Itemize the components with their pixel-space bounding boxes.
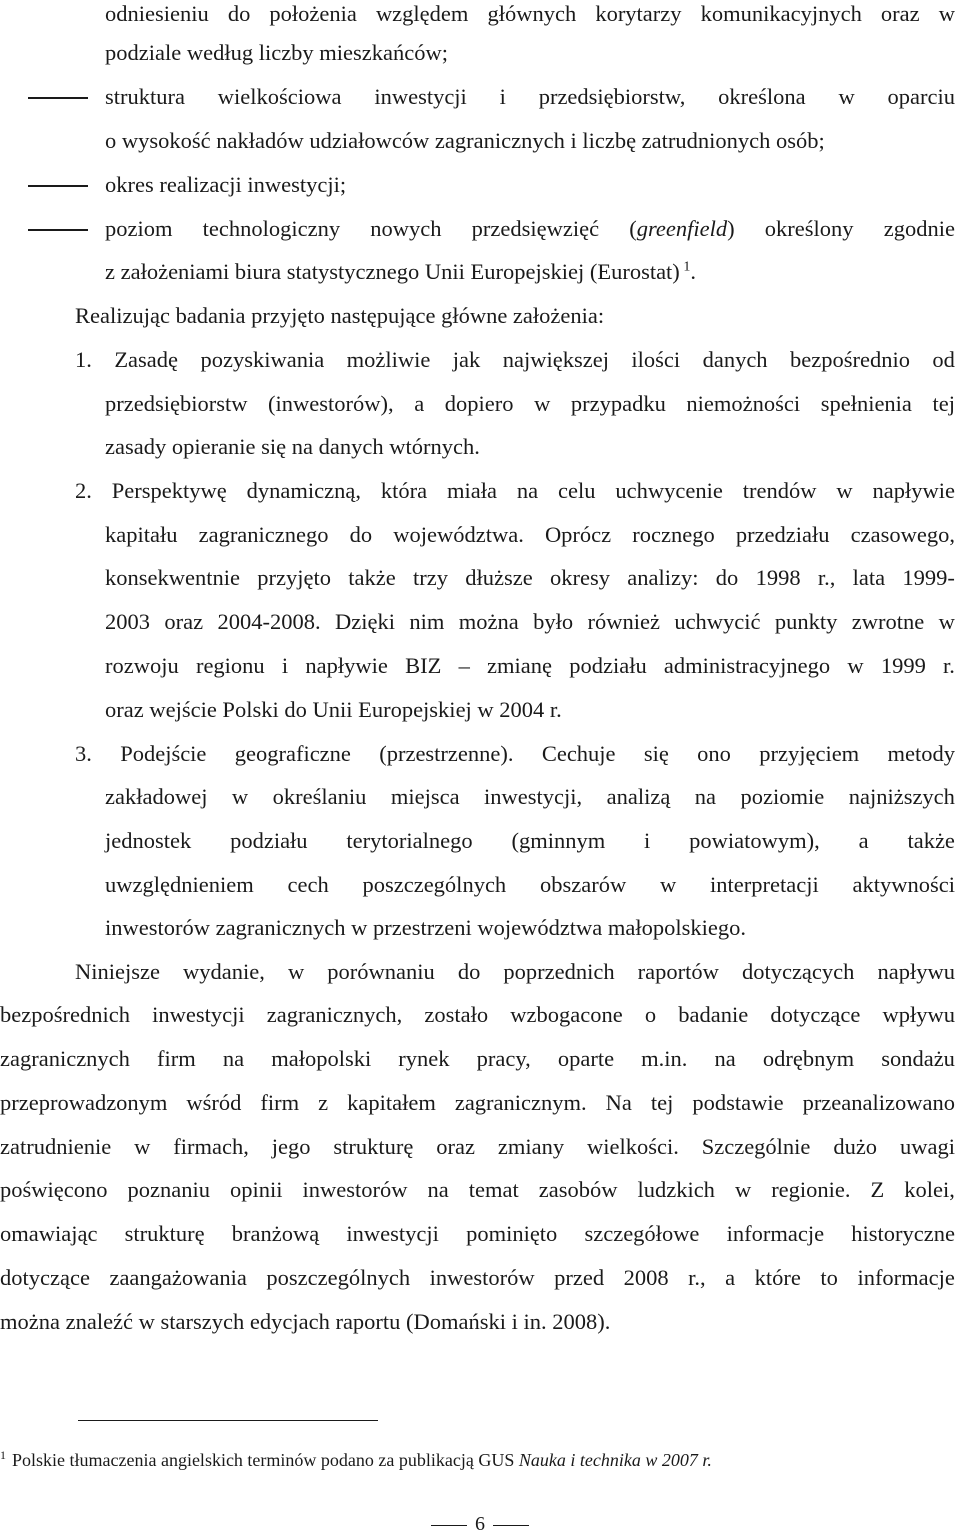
word: obszarów — [539, 872, 627, 897]
word: firm — [157, 1046, 196, 1071]
word: r., — [688, 1265, 706, 1290]
word: okresy — [550, 565, 611, 590]
word: w — [231, 784, 249, 809]
word: przedsiębiorstw, — [538, 84, 686, 109]
word: regionu — [195, 653, 265, 678]
word: wzbogacone — [510, 1002, 623, 1027]
word: i — [281, 653, 289, 678]
footnote-number: 1 — [0, 1448, 6, 1462]
word: firm — [260, 1090, 300, 1115]
word: tej — [932, 391, 955, 416]
word: poziom — [105, 216, 173, 241]
word: na — [694, 784, 717, 809]
word: geograficzne — [234, 741, 351, 766]
word: wielkości. — [586, 1134, 679, 1159]
word: inwestorów — [429, 1265, 535, 1290]
word: oparte — [557, 1046, 615, 1071]
word: pracy, — [476, 1046, 531, 1071]
word: w — [836, 478, 853, 503]
word: do — [715, 565, 739, 590]
word: przeanalizowano — [802, 1090, 955, 1115]
word: napływie — [305, 653, 388, 678]
footnote-separator — [78, 1420, 378, 1421]
page-number-rule-left — [431, 1525, 467, 1526]
word: najniższych — [848, 784, 955, 809]
word: Podejście — [120, 741, 207, 766]
word: Cechuje — [541, 741, 616, 766]
word: podstawie — [692, 1090, 784, 1115]
word: rynek — [398, 1046, 450, 1071]
word: zwrotne — [851, 609, 925, 634]
text-line — [105, 390, 955, 418]
text-line — [0, 1176, 955, 1204]
text-line — [0, 1308, 610, 1336]
text-line — [0, 1133, 955, 1161]
word: dużo — [833, 1134, 878, 1159]
word: technologiczny — [202, 216, 341, 241]
word: w — [659, 872, 677, 897]
word: największej — [502, 347, 609, 372]
word: jak — [452, 347, 481, 372]
word: miejsca — [390, 784, 460, 809]
word: zasobów — [538, 1177, 618, 1202]
word: konsekwentnie — [105, 565, 240, 590]
word: wśród — [186, 1090, 242, 1115]
word: 1999 — [880, 653, 926, 678]
word: przedziału — [735, 522, 830, 547]
word: z — [318, 1090, 329, 1115]
word: badanie — [678, 1002, 749, 1027]
word: wpływu — [882, 1002, 955, 1027]
word: regionie. — [771, 1177, 851, 1202]
word: rocznego — [632, 522, 715, 547]
word: 2003 — [105, 609, 150, 634]
word: dłuższe — [465, 565, 533, 590]
word: branżową — [231, 1221, 320, 1246]
word: powiatowym), — [689, 828, 820, 853]
word: bezpośrednich — [0, 1002, 130, 1027]
word: oraz — [436, 1134, 475, 1159]
text-line — [0, 1001, 955, 1029]
word: inwestycji — [346, 1221, 439, 1246]
word: uwzględnieniem — [105, 872, 254, 897]
text-line — [105, 827, 955, 855]
word: Perspektywę — [111, 478, 227, 503]
word: poświęcono — [0, 1177, 108, 1202]
word: przyjęto — [257, 565, 331, 590]
word: uchwycenie — [615, 478, 723, 503]
word: danych — [702, 347, 768, 372]
word: określaniu — [272, 784, 367, 809]
word: szczegółowe — [584, 1221, 700, 1246]
word: rozwoju — [105, 653, 179, 678]
word: 2004-2008. — [217, 609, 321, 634]
word: niemożności — [686, 391, 801, 416]
word: – — [458, 653, 470, 678]
word: analizy: — [627, 565, 699, 590]
word: trendów — [742, 478, 817, 503]
word: głównych — [487, 1, 577, 26]
word: w — [838, 84, 855, 109]
word: na — [427, 1177, 449, 1202]
text-line — [105, 215, 955, 243]
word: ono — [697, 741, 731, 766]
word: m.in. — [641, 1046, 688, 1071]
line-text-end: . — [690, 259, 696, 284]
italic-term: greenfield — [636, 216, 728, 241]
word: omawiając — [0, 1221, 98, 1246]
word: uchwycić — [674, 609, 761, 634]
line-text: oraz wejście Polski do Unii Europejskiej w 2004 r. — [105, 697, 562, 722]
word: a — [725, 1265, 736, 1290]
word: bezpośrednio — [790, 347, 910, 372]
word: BIZ — [405, 653, 442, 678]
word: analizą — [606, 784, 671, 809]
list-dash — [28, 83, 88, 111]
word: w — [938, 1, 955, 26]
word: zaangażowania — [109, 1265, 247, 1290]
word: korytarzy — [595, 1, 682, 26]
word: przypadku — [570, 391, 666, 416]
word: można — [458, 609, 519, 634]
word: również — [587, 609, 660, 634]
text-line — [105, 127, 825, 155]
line-text: inwestorów zagranicznych w przestrzeni województwa małopolskiego. — [105, 915, 747, 940]
word: Dzięki — [334, 609, 395, 634]
word: raportów — [637, 959, 719, 984]
text-line — [105, 914, 746, 942]
word: ilości — [631, 347, 681, 372]
word: oraz — [880, 1, 920, 26]
word: opinii — [229, 1177, 283, 1202]
word: poprzednich — [503, 959, 615, 984]
word: zagranicznego — [198, 522, 329, 547]
text-line — [105, 258, 696, 286]
word: 2008 — [623, 1265, 669, 1290]
word: 1998 — [755, 565, 801, 590]
footnote-end: . — [707, 1450, 712, 1470]
word: oparciu — [887, 84, 955, 109]
word: wielkościowa — [217, 84, 342, 109]
word: sondażu — [881, 1046, 955, 1071]
word: zagranicznych — [0, 1046, 130, 1071]
line-text: okres realizacji inwestycji; — [105, 172, 347, 197]
word: do — [227, 1, 251, 26]
line-text: z założeniami biura statystycznego Unii Europejskiej (Eurostat) — [105, 259, 680, 284]
word: napływie — [872, 478, 955, 503]
text-line — [105, 564, 955, 592]
word: i — [644, 828, 651, 853]
word: zgodnie — [883, 216, 955, 241]
word: trzy — [413, 565, 448, 590]
word: w — [287, 959, 305, 984]
line-text: podziale według liczby mieszkańców; — [105, 40, 449, 65]
word: informacje — [726, 1221, 825, 1246]
word: możliwie — [346, 347, 431, 372]
word: i — [499, 84, 506, 109]
word: punkty — [774, 609, 838, 634]
word: się — [643, 741, 669, 766]
word: przed — [554, 1265, 605, 1290]
text-line — [105, 652, 955, 680]
line-text: zasady opieranie się na danych wtórnych. — [105, 434, 480, 459]
line-text: o wysokość nakładów udziałowców zagranicznych i liczbę zatrudnionych osób; — [105, 128, 825, 153]
word: podziału — [569, 653, 647, 678]
word: także — [907, 828, 955, 853]
word: pozyskiwania — [200, 347, 325, 372]
word: (greenfield) — [629, 216, 735, 241]
word: inwestorów — [302, 1177, 408, 1202]
word: inwestycji — [152, 1002, 245, 1027]
word: (przestrzenne). — [379, 741, 514, 766]
text-line — [0, 1264, 955, 1292]
text-line — [105, 871, 955, 899]
word: która — [380, 478, 428, 503]
word: odrębnym — [762, 1046, 855, 1071]
line-text: Realizując badania przyjęto następujące główne założenia: — [75, 303, 605, 328]
word: celu — [558, 478, 596, 503]
word: małopolski — [271, 1046, 372, 1071]
word: województwa. — [393, 522, 524, 547]
list-dash — [28, 215, 88, 243]
word: aktywności — [852, 872, 955, 897]
word: przedsięwzięć — [471, 216, 600, 241]
word: zmianę — [487, 653, 552, 678]
word: na — [222, 1046, 245, 1071]
word: zagranicznych, — [266, 1002, 403, 1027]
word: poszczególnych — [362, 872, 507, 897]
word: zagranicznym. — [454, 1090, 587, 1115]
word: przedsiębiorstw — [105, 391, 248, 416]
list-dash — [28, 171, 88, 199]
text-line — [105, 83, 955, 111]
word: Szczególnie — [701, 1134, 811, 1159]
word: Oprócz — [544, 522, 612, 547]
word: inwestycji — [374, 84, 467, 109]
word: w — [134, 1134, 151, 1159]
word: a — [414, 391, 425, 416]
word: 3. — [75, 741, 92, 766]
word: miała — [446, 478, 497, 503]
word: do — [457, 959, 481, 984]
footnote-ref: 1 — [679, 259, 691, 275]
word: strukturę — [333, 1134, 414, 1159]
text-line — [105, 608, 955, 636]
page-number-block — [0, 1512, 960, 1536]
word: porównaniu — [327, 959, 435, 984]
word: do — [349, 522, 373, 547]
word: określona — [718, 84, 806, 109]
word: położenia — [269, 1, 357, 26]
word: Niniejsze — [75, 959, 160, 984]
word: wydanie, — [183, 959, 265, 984]
word: struktura — [105, 84, 185, 109]
word: odniesieniu — [105, 1, 209, 26]
text-line — [105, 696, 562, 724]
word: dotyczące — [770, 1002, 861, 1027]
word: zmiany — [497, 1134, 565, 1159]
word: oraz — [164, 609, 204, 634]
word: nim — [409, 609, 445, 634]
word: pominięto — [466, 1221, 558, 1246]
text-line — [105, 783, 955, 811]
word: poznaniu — [127, 1177, 210, 1202]
word: zakładowej — [105, 784, 208, 809]
text-line — [75, 958, 955, 986]
word: (inwestorów), — [268, 391, 394, 416]
word: było — [533, 609, 574, 634]
footnote — [0, 1448, 712, 1472]
word: w — [938, 609, 955, 634]
word: temat — [468, 1177, 519, 1202]
word: informacje — [857, 1265, 955, 1290]
word: administracyjnego — [663, 653, 831, 678]
word: podziału — [230, 828, 308, 853]
word: inwestycji, — [484, 784, 583, 809]
word: lata — [852, 565, 886, 590]
text-line — [105, 171, 346, 199]
text-line — [75, 302, 604, 330]
word: kolei, — [904, 1177, 955, 1202]
word: to — [820, 1265, 838, 1290]
line-text: można znaleźć w starszych edycjach raportu (Domański i in. 2008). — [0, 1309, 611, 1334]
text-line — [105, 0, 955, 28]
word: przeprowadzonym — [0, 1090, 168, 1115]
text-line — [105, 39, 448, 67]
word: terytorialnego — [346, 828, 473, 853]
word: cech — [287, 872, 329, 897]
word: na — [714, 1046, 736, 1071]
text-line — [75, 477, 955, 505]
text-line — [75, 740, 955, 768]
word: Na — [605, 1090, 632, 1115]
word: czasowego, — [850, 522, 955, 547]
word: 1999- — [902, 565, 955, 590]
word: a — [858, 828, 869, 853]
footnote-publication-title: Nauka i technika w 2007 r — [518, 1450, 708, 1470]
word: dotyczących — [741, 959, 855, 984]
word: (gminnym — [511, 828, 606, 853]
word: na — [516, 478, 539, 503]
word: firmach, — [173, 1134, 249, 1159]
page-number: 6 — [475, 1513, 485, 1535]
word: r. — [943, 653, 955, 678]
word: o — [644, 1002, 657, 1027]
word: r., — [817, 565, 836, 590]
word: Zasadę — [114, 347, 179, 372]
word: zatrudnienie — [0, 1134, 112, 1159]
word: od — [932, 347, 955, 372]
page-number-rule-right — [493, 1525, 529, 1526]
text-line — [0, 1045, 955, 1073]
word: jednostek — [105, 828, 192, 853]
word: 2. — [75, 478, 92, 503]
word: 1. — [75, 347, 92, 372]
word: które — [754, 1265, 801, 1290]
word: także — [348, 565, 396, 590]
word: w — [534, 391, 551, 416]
word: jego — [271, 1134, 311, 1159]
word: kapitałem — [347, 1090, 436, 1115]
word: Z — [870, 1177, 885, 1202]
word: w — [847, 653, 864, 678]
text-line — [105, 521, 955, 549]
word: poziomie — [740, 784, 825, 809]
word: interpretacji — [710, 872, 819, 897]
text-line — [0, 1220, 955, 1248]
text-line — [0, 1089, 955, 1117]
text-line — [105, 433, 480, 461]
word: tej — [650, 1090, 674, 1115]
word: uwagi — [899, 1134, 955, 1159]
word: nowych — [370, 216, 442, 241]
word: poszczególnych — [266, 1265, 411, 1290]
word: określony — [764, 216, 854, 241]
word: komunikacyjnych — [700, 1, 862, 26]
text-line — [75, 346, 955, 374]
word: względem — [375, 1, 469, 26]
word: historyczne — [851, 1221, 955, 1246]
word: kapitału — [105, 522, 178, 547]
word: strukturę — [124, 1221, 205, 1246]
word: dynamiczną, — [246, 478, 361, 503]
word: dopiero — [444, 391, 514, 416]
word: dotyczące — [0, 1265, 90, 1290]
word: spełnienia — [820, 391, 912, 416]
word: w — [734, 1177, 752, 1202]
word: przyjęciem — [759, 741, 860, 766]
footnote-text: Polskie tłumaczenia angielskich terminów podano za publikacją GUS — [12, 1450, 515, 1470]
word: zostało — [424, 1002, 489, 1027]
word: metody — [887, 741, 955, 766]
word: ludzkich — [637, 1177, 715, 1202]
word: napływu — [877, 959, 955, 984]
